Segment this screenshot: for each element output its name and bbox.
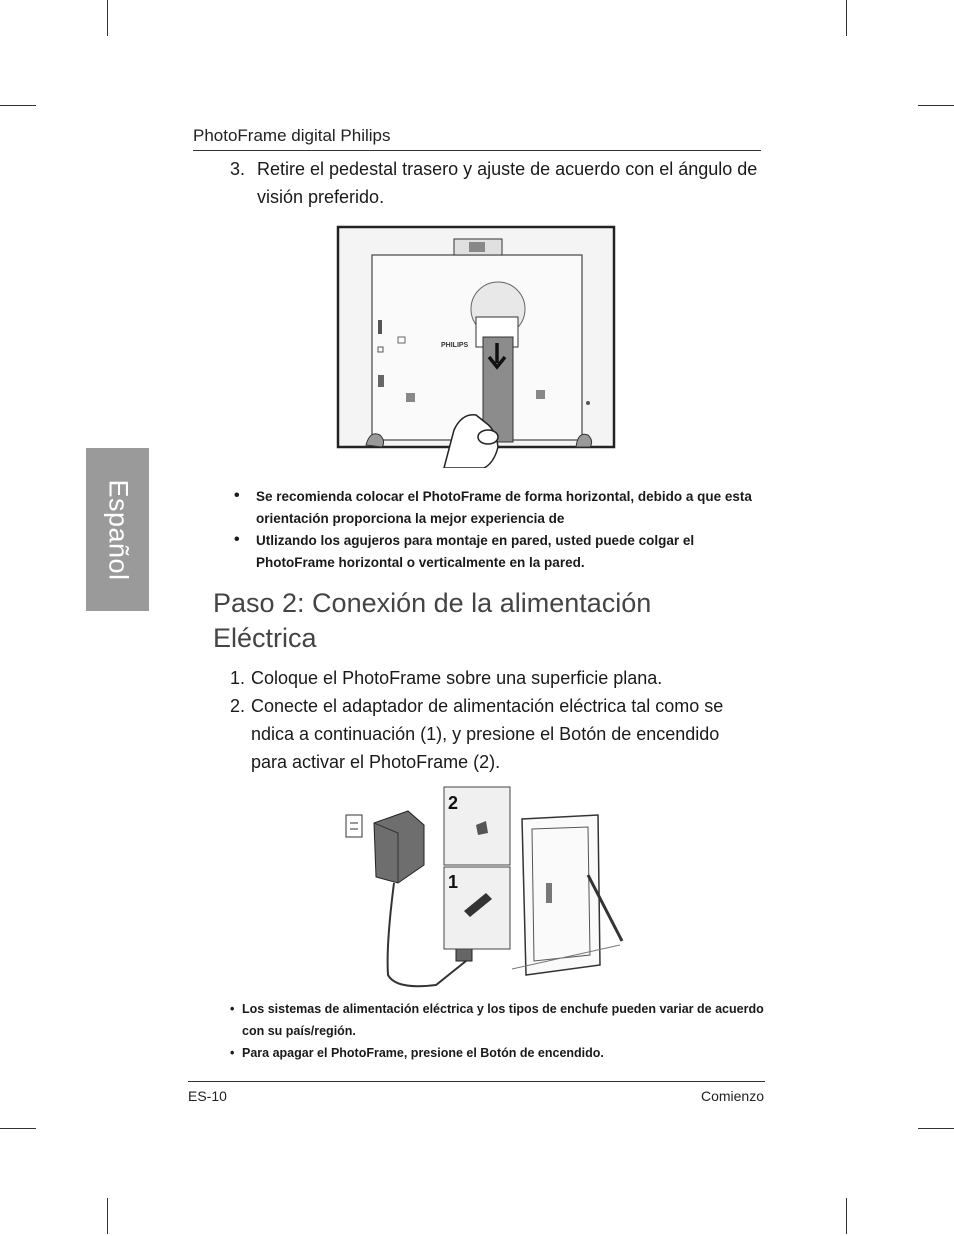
- crop-mark: [846, 1198, 847, 1234]
- section-title: Paso 2: Conexión de la alimentación Eléctrica: [213, 588, 652, 653]
- step-text: Conecte el adaptador de alimentación eléctrica tal como se ndica a continuación (1), y presione el Botón de encendido para activar el PhotoFrame (2).: [251, 696, 724, 772]
- step-3: [230, 155, 790, 211]
- bullet: •: [234, 487, 240, 504]
- note-item: [230, 486, 770, 530]
- note-item: [230, 530, 770, 574]
- step-text: Retire el pedestal trasero y ajuste de acuerdo con el ángulo de visión preferido.: [257, 159, 758, 207]
- crop-mark: [107, 1198, 108, 1234]
- note-text: Se recomienda colocar el PhotoFrame de forma horizontal, debido a que esta orientación proporciona la mejor experiencia de: [256, 489, 752, 526]
- note-text: Utlizando los agujeros para montaje en pared, usted puede colgar el PhotoFrame horizontal o verticalmente en la pared.: [256, 533, 695, 570]
- bullet: •: [234, 531, 240, 548]
- crop-mark: [918, 1128, 954, 1129]
- frame-back-illustration: [336, 225, 616, 468]
- bullet: •: [230, 1002, 235, 1016]
- step-number: 2.: [230, 696, 246, 716]
- note-item: [230, 998, 770, 1042]
- callout-1: 1: [448, 872, 459, 892]
- callout-2: 2: [448, 793, 459, 813]
- crop-mark: [107, 0, 108, 36]
- page-number: ES-10: [188, 1088, 227, 1104]
- step-number: 3.: [230, 159, 246, 179]
- brand-label: PHILIPS: [441, 342, 469, 349]
- running-header: PhotoFrame digital Philips: [193, 126, 391, 145]
- step-number: 1.: [230, 668, 246, 688]
- step-text: Coloque el PhotoFrame sobre una superficie plana.: [251, 668, 663, 688]
- section-name: Comienzo: [700, 1088, 764, 1104]
- note-item: [230, 1042, 770, 1064]
- footer-rule: [188, 1081, 765, 1082]
- language-tab: [86, 448, 149, 611]
- step-item: [230, 692, 750, 776]
- notes-block-1: [230, 486, 770, 574]
- notes-block-2: [230, 998, 770, 1064]
- power-connection-illustration: [336, 785, 626, 993]
- crop-mark: [846, 0, 847, 36]
- crop-mark: [0, 1128, 36, 1129]
- step-item: [230, 664, 750, 692]
- crop-mark: [918, 105, 954, 106]
- crop-mark: [0, 105, 36, 106]
- language-tab-label: Español: [103, 478, 133, 581]
- bullet: •: [230, 1046, 235, 1060]
- steps-list: [230, 664, 750, 776]
- header-rule: [193, 150, 761, 151]
- note-text: Para apagar el PhotoFrame, presione el Botón de encendido.: [242, 1046, 604, 1060]
- note-text: Los sistemas de alimentación eléctrica y los tipos de enchufe pueden variar de acuerdo con su país/región.: [242, 1002, 764, 1038]
